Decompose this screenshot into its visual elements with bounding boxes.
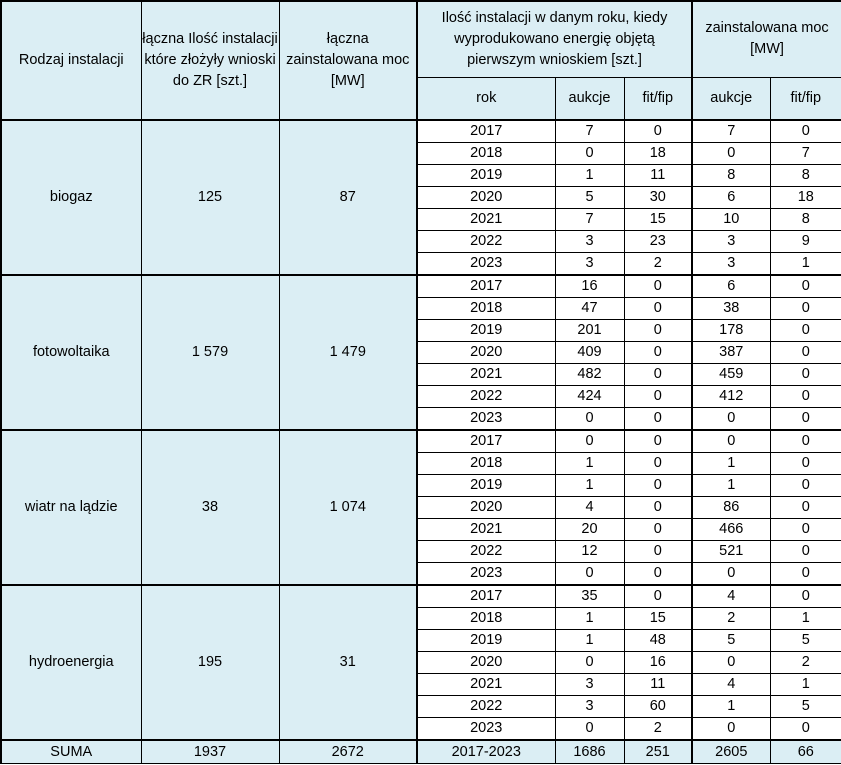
sum-total-count: 1937 [141,740,279,764]
header-power-by-year: zainstalowana moc [MW] [692,1,841,77]
cell-fitfip: 11 [624,674,692,696]
cell-year: 2017 [417,120,555,143]
cell-year: 2022 [417,386,555,408]
cell-year: 2018 [417,453,555,475]
cell-fitfip-power: 0 [770,275,841,298]
cell-auctions: 7 [555,120,624,143]
cell-fitfip: 15 [624,608,692,630]
cell-auctions-power: 10 [692,209,770,231]
cell-fitfip: 0 [624,386,692,408]
cell-year: 2020 [417,652,555,674]
sum-row [1,740,841,764]
cell-fitfip-power: 0 [770,120,841,143]
cell-fitfip-power: 1 [770,674,841,696]
cell-auctions-power: 387 [692,342,770,364]
cell-year: 2023 [417,408,555,431]
cell-fitfip-power: 0 [770,519,841,541]
group-name: hydroenergia [1,585,141,740]
table-row [1,430,841,453]
cell-year: 2019 [417,475,555,497]
cell-year: 2023 [417,563,555,586]
group-total-count: 195 [141,585,279,740]
cell-fitfip: 11 [624,165,692,187]
sum-label: SUMA [1,740,141,764]
cell-auctions: 47 [555,298,624,320]
cell-fitfip: 0 [624,275,692,298]
cell-auctions: 1 [555,630,624,652]
cell-auctions: 1 [555,453,624,475]
cell-fitfip-power: 0 [770,298,841,320]
cell-fitfip-power: 5 [770,630,841,652]
cell-auctions-power: 6 [692,187,770,209]
header-total-count: łączna Ilość instalacji które złożyły wnioski do ZR [szt.] [141,1,279,120]
cell-year: 2021 [417,209,555,231]
cell-year: 2023 [417,718,555,741]
cell-year: 2017 [417,585,555,608]
cell-year: 2022 [417,231,555,253]
cell-auctions-power: 0 [692,430,770,453]
cell-auctions-power: 1 [692,475,770,497]
cell-fitfip-power: 0 [770,497,841,519]
cell-fitfip-power: 0 [770,453,841,475]
cell-auctions: 20 [555,519,624,541]
cell-auctions: 4 [555,497,624,519]
cell-fitfip: 0 [624,342,692,364]
cell-auctions-power: 3 [692,231,770,253]
cell-year: 2020 [417,497,555,519]
cell-auctions-power: 38 [692,298,770,320]
cell-auctions-power: 0 [692,718,770,741]
cell-auctions-power: 86 [692,497,770,519]
cell-year: 2019 [417,165,555,187]
group-total-power: 1 074 [279,430,417,585]
cell-fitfip-power: 0 [770,718,841,741]
sum-years: 2017-2023 [417,740,555,764]
cell-auctions: 0 [555,143,624,165]
cell-auctions-power: 1 [692,453,770,475]
group-total-power: 87 [279,120,417,275]
cell-auctions: 12 [555,541,624,563]
header-type: Rodzaj instalacji [1,1,141,120]
group-total-count: 38 [141,430,279,585]
cell-auctions: 0 [555,718,624,741]
cell-fitfip-power: 2 [770,652,841,674]
cell-auctions-power: 8 [692,165,770,187]
cell-fitfip: 18 [624,143,692,165]
cell-auctions: 424 [555,386,624,408]
cell-fitfip: 60 [624,696,692,718]
cell-fitfip-power: 0 [770,475,841,497]
group-total-count: 125 [141,120,279,275]
cell-auctions-power: 521 [692,541,770,563]
cell-fitfip-power: 0 [770,386,841,408]
sum-fitfip: 251 [624,740,692,764]
cell-auctions: 35 [555,585,624,608]
cell-year: 2022 [417,696,555,718]
cell-auctions-power: 6 [692,275,770,298]
header-auctions: aukcje [555,77,624,120]
cell-auctions: 0 [555,430,624,453]
cell-fitfip: 2 [624,253,692,276]
cell-auctions: 482 [555,364,624,386]
cell-fitfip: 0 [624,120,692,143]
header-auctions-power: aukcje [692,77,770,120]
cell-fitfip-power: 0 [770,585,841,608]
cell-auctions: 1 [555,165,624,187]
cell-auctions-power: 4 [692,585,770,608]
cell-auctions: 0 [555,563,624,586]
cell-year: 2019 [417,320,555,342]
cell-fitfip-power: 0 [770,320,841,342]
cell-fitfip-power: 0 [770,342,841,364]
cell-fitfip: 16 [624,652,692,674]
cell-auctions-power: 7 [692,120,770,143]
table-row [1,275,841,298]
cell-fitfip: 30 [624,187,692,209]
table-row [1,585,841,608]
cell-fitfip: 0 [624,475,692,497]
cell-year: 2020 [417,187,555,209]
cell-fitfip-power: 5 [770,696,841,718]
cell-auctions-power: 0 [692,563,770,586]
header-count-by-year: Ilość instalacji w danym roku, kiedy wyprodukowano energię objętą pierwszym wnioskiem [szt.] [417,1,692,77]
cell-fitfip-power: 1 [770,253,841,276]
group-name: fotowoltaika [1,275,141,430]
cell-fitfip: 23 [624,231,692,253]
cell-auctions-power: 1 [692,696,770,718]
cell-auctions-power: 0 [692,408,770,431]
cell-fitfip-power: 0 [770,430,841,453]
cell-auctions-power: 178 [692,320,770,342]
cell-year: 2021 [417,364,555,386]
cell-year: 2017 [417,275,555,298]
group-total-power: 1 479 [279,275,417,430]
cell-auctions-power: 466 [692,519,770,541]
cell-year: 2018 [417,298,555,320]
cell-auctions: 7 [555,209,624,231]
cell-auctions: 16 [555,275,624,298]
cell-auctions: 201 [555,320,624,342]
cell-fitfip: 0 [624,364,692,386]
cell-auctions: 3 [555,696,624,718]
cell-fitfip-power: 7 [770,143,841,165]
group-name: wiatr na lądzie [1,430,141,585]
table-body [1,120,841,740]
group-total-count: 1 579 [141,275,279,430]
cell-year: 2018 [417,608,555,630]
cell-fitfip: 0 [624,430,692,453]
cell-fitfip-power: 0 [770,541,841,563]
cell-auctions: 5 [555,187,624,209]
cell-auctions: 409 [555,342,624,364]
cell-auctions: 0 [555,652,624,674]
sum-fitfip-power: 66 [770,740,841,764]
cell-fitfip-power: 0 [770,408,841,431]
cell-fitfip: 0 [624,298,692,320]
group-name: biogaz [1,120,141,275]
cell-fitfip-power: 0 [770,364,841,386]
cell-auctions-power: 0 [692,652,770,674]
cell-fitfip-power: 8 [770,165,841,187]
cell-fitfip-power: 1 [770,608,841,630]
cell-year: 2020 [417,342,555,364]
cell-fitfip-power: 8 [770,209,841,231]
cell-auctions: 3 [555,674,624,696]
cell-auctions-power: 0 [692,143,770,165]
cell-auctions-power: 3 [692,253,770,276]
cell-fitfip: 0 [624,563,692,586]
cell-auctions-power: 2 [692,608,770,630]
cell-auctions: 0 [555,408,624,431]
sum-auctions-power: 2605 [692,740,770,764]
cell-fitfip: 0 [624,541,692,563]
cell-fitfip-power: 18 [770,187,841,209]
header-fitfip: fit/fip [624,77,692,120]
cell-fitfip: 48 [624,630,692,652]
cell-auctions: 3 [555,231,624,253]
cell-auctions: 1 [555,475,624,497]
cell-year: 2019 [417,630,555,652]
sum-total-power: 2672 [279,740,417,764]
cell-fitfip: 0 [624,408,692,431]
cell-fitfip-power: 0 [770,563,841,586]
cell-fitfip-power: 9 [770,231,841,253]
cell-fitfip: 0 [624,453,692,475]
cell-year: 2021 [417,674,555,696]
header-total-power: łączna zainstalowana moc [MW] [279,1,417,120]
cell-year: 2023 [417,253,555,276]
group-total-power: 31 [279,585,417,740]
cell-auctions: 1 [555,608,624,630]
cell-year: 2017 [417,430,555,453]
header-fitfip-power: fit/fip [770,77,841,120]
cell-fitfip: 0 [624,497,692,519]
table-row [1,120,841,143]
sum-auctions: 1686 [555,740,624,764]
cell-fitfip: 0 [624,585,692,608]
cell-auctions-power: 459 [692,364,770,386]
cell-auctions-power: 5 [692,630,770,652]
cell-year: 2021 [417,519,555,541]
cell-fitfip: 0 [624,320,692,342]
cell-auctions-power: 412 [692,386,770,408]
cell-fitfip: 2 [624,718,692,741]
cell-year: 2018 [417,143,555,165]
cell-auctions-power: 4 [692,674,770,696]
cell-fitfip: 15 [624,209,692,231]
cell-year: 2022 [417,541,555,563]
cell-fitfip: 0 [624,519,692,541]
header-year: rok [417,77,555,120]
cell-auctions: 3 [555,253,624,276]
